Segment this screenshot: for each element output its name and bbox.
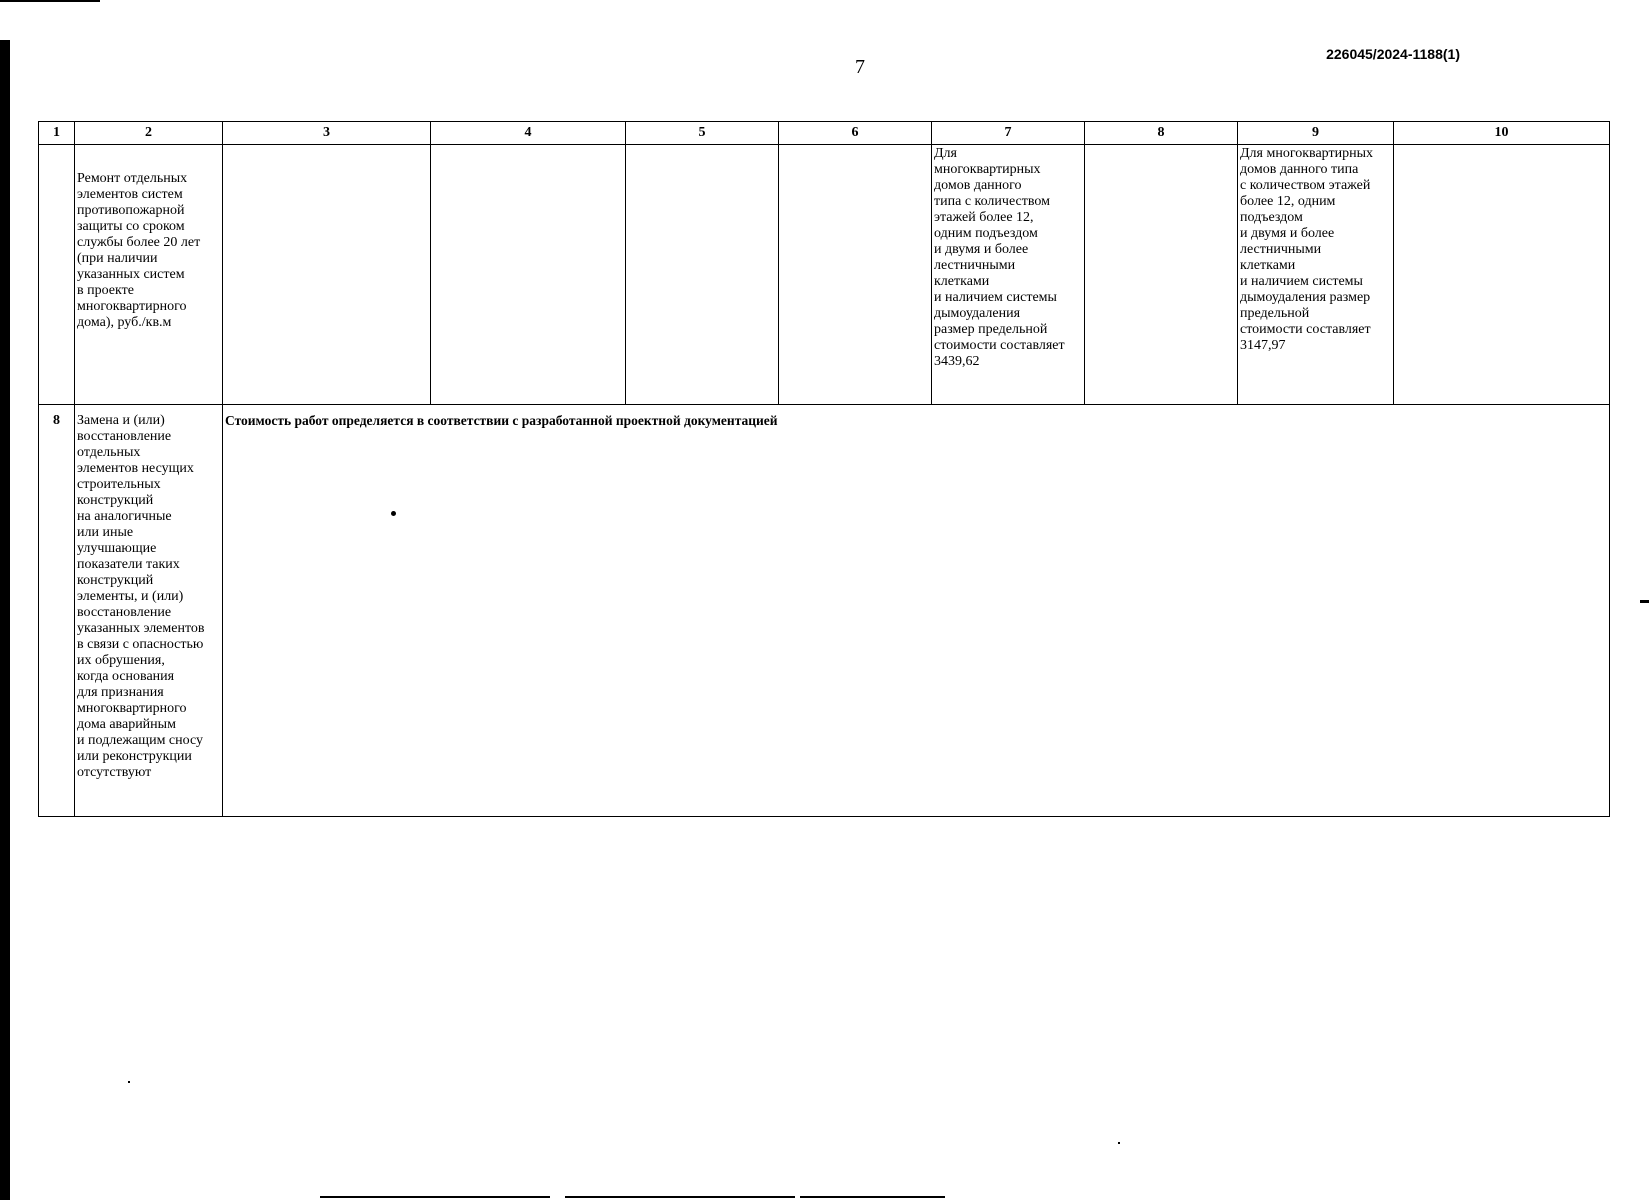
scan-bottom-line (320, 1196, 550, 1198)
work-description-cell: Замена и (или) восстановление отдельных элементов несущих строительных конструкций на аналогичные или иные улучшающие показатели таких конструкций элементы, и (или) восстановление указанных элементов в связи с опасностью их обрушения, когда основания для признания многоквартирного дома аварийным и подлежащим сносу или реконструкции отсутствуют (75, 405, 223, 817)
table-cell (626, 145, 779, 405)
table-cell (779, 145, 932, 405)
table-cell (431, 145, 626, 405)
column-header: 7 (932, 122, 1085, 145)
column-header: 10 (1394, 122, 1610, 145)
column-header: 2 (75, 122, 223, 145)
merged-cost-cell: Стоимость работ определяется в соответствии с разработанной проектной документацией (223, 405, 1610, 817)
table-cell (1394, 145, 1610, 405)
column-header: 1 (39, 122, 75, 145)
cost-table (38, 121, 1610, 817)
column-header: 9 (1238, 122, 1394, 145)
scan-speck (1118, 1142, 1120, 1144)
table-row (39, 145, 1610, 405)
table-cell (39, 145, 75, 405)
column-header: 5 (626, 122, 779, 145)
cost-note-cell: Для многоквартирных домов данного типа с количеством этажей более 12, одним подъездом и двумя и более лестничными клетками и наличием системы дымоудаления размер предельной стоимости составляет 3439,62 (932, 145, 1085, 405)
page-number: 7 (855, 56, 865, 78)
work-description-cell: Ремонт отдельных элементов систем противопожарной защиты со сроком службы более 20 лет (при наличии указанных систем в проекте многоквартирного дома), руб./кв.м (75, 145, 223, 405)
table-cell (223, 145, 431, 405)
column-header: 8 (1085, 122, 1238, 145)
scan-mark (1640, 600, 1649, 603)
cost-note-cell: Для многоквартирных домов данного типа с количеством этажей более 12, одним подъездом и двумя и более лестничными клетками и наличием системы дымоудаления размер предельной стоимости составляет 3147,97 (1238, 145, 1394, 405)
table-header-row (39, 122, 1610, 145)
scan-bottom-line (800, 1196, 945, 1198)
column-header: 3 (223, 122, 431, 145)
table-cell (1085, 145, 1238, 405)
row-number-cell: 8 (39, 405, 75, 817)
scan-dot (391, 511, 396, 516)
document-id: 226045/2024-1188(1) (1326, 46, 1460, 62)
scan-top-mark (0, 0, 100, 2)
column-header: 6 (779, 122, 932, 145)
scan-bottom-line (565, 1196, 795, 1198)
table-row (39, 405, 1610, 817)
scan-speck (128, 1081, 130, 1083)
column-header: 4 (431, 122, 626, 145)
scan-left-edge (0, 40, 10, 1200)
